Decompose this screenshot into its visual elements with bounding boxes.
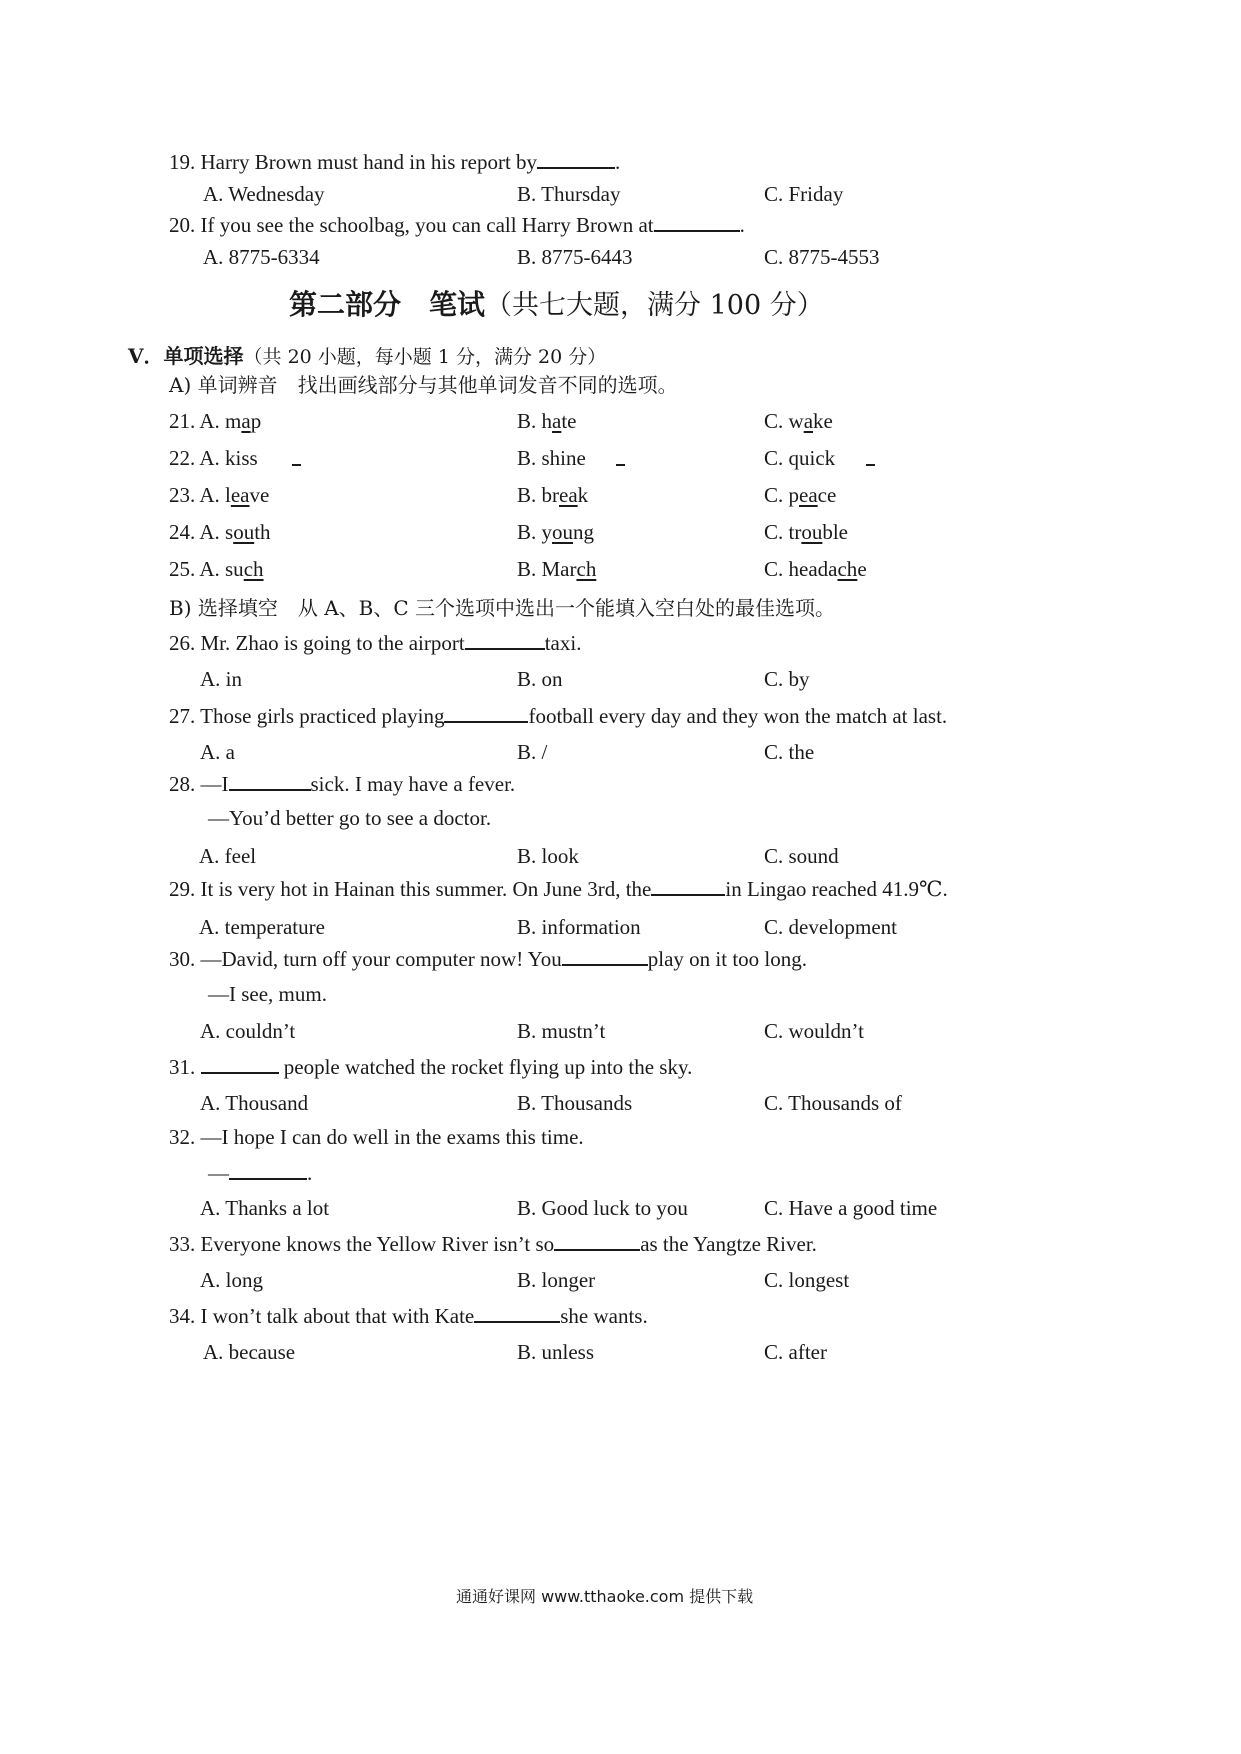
q23-option-b: B. break — [517, 483, 589, 507]
q32-reply: — . — [208, 1161, 313, 1185]
q26-option-c: C. by — [764, 667, 810, 691]
q30-option-c: C. wouldn’t — [764, 1019, 864, 1043]
section-five-heading: Ⅴ．单项选择（共 20 小题，每小题 1 分，满分 20 分） — [128, 344, 607, 368]
q27-option-b: B. / — [517, 740, 548, 764]
q22-option-b: B. shine — [517, 446, 586, 470]
q34-option-b: B. unless — [517, 1340, 595, 1364]
question-34-stem: 34. I won’t talk about that with Kate she wants. — [169, 1304, 648, 1328]
q20-option-b: B. 8775-6443 — [517, 245, 633, 269]
question-33-stem: 33. Everyone knows the Yellow River isn’t so as the Yangtze River. — [169, 1232, 817, 1256]
q19-option-c: C. Friday — [764, 182, 844, 206]
q22-option-a: 22. A. kiss — [169, 446, 258, 470]
q26-option-b: B. on — [517, 667, 563, 691]
q32-option-b: B. Good luck to you — [517, 1196, 688, 1220]
q24-option-a: 24. A. south — [169, 520, 271, 544]
sub-section-a-instruction: A) 单词辨音 找出画线部分与其他单词发音不同的选项。 — [169, 373, 678, 397]
q28-option-c: C. sound — [764, 844, 839, 868]
q33-option-a: A. long — [200, 1268, 263, 1292]
q30-option-a: A. couldn’t — [200, 1019, 296, 1043]
q22-c-underline-mark — [866, 464, 875, 466]
part-two-heading: 第二部分 笔试（共七大题，满分 100 分） — [289, 288, 824, 321]
q23-option-c: C. peace — [764, 483, 837, 507]
q32-option-a: A. Thanks a lot — [200, 1196, 330, 1220]
q23-option-a: 23. A. leave — [169, 483, 270, 507]
q22-a-underline-mark — [292, 464, 301, 466]
q22-b-underline-mark — [616, 464, 625, 466]
q21-option-c: C. wake — [764, 409, 833, 433]
q26-option-a: A. in — [200, 667, 242, 691]
question-19-stem: 19. Harry Brown must hand in his report by . — [169, 150, 621, 174]
q31-option-b: B. Thousands — [517, 1091, 633, 1115]
sub-section-b-instruction: B) 选择填空 从 A、B、C 三个选项中选出一个能填入空白处的最佳选项。 — [169, 596, 836, 620]
q28-option-a: A. feel — [199, 844, 257, 868]
q19-option-a: A. Wednesday — [203, 182, 325, 206]
q32-option-c: C. Have a good time — [764, 1196, 938, 1220]
q34-option-c: C. after — [764, 1340, 827, 1364]
question-32-stem: 32. —I hope I can do well in the exams this time. — [169, 1125, 584, 1149]
q29-option-c: C. development — [764, 915, 897, 939]
question-31-stem: 31. people watched the rocket flying up into the sky. — [169, 1055, 693, 1079]
q34-option-a: A. because — [203, 1340, 296, 1364]
q20-option-c: C. 8775-4553 — [764, 245, 880, 269]
q21-option-b: B. hate — [517, 409, 577, 433]
question-26-stem: 26. Mr. Zhao is going to the airport taxi. — [169, 631, 582, 655]
q25-option-b: B. March — [517, 557, 597, 581]
q22-option-c: C. quick — [764, 446, 836, 470]
q33-option-c: C. longest — [764, 1268, 850, 1292]
q31-option-a: A. Thousand — [200, 1091, 309, 1115]
q19-option-b: B. Thursday — [517, 182, 621, 206]
question-30-stem: 30. —David, turn off your computer now! You play on it too long. — [169, 947, 807, 971]
q29-option-a: A. temperature — [199, 915, 325, 939]
q20-option-a: A. 8775-6334 — [203, 245, 320, 269]
question-20-stem: 20. If you see the schoolbag, you can call Harry Brown at . — [169, 213, 745, 237]
q25-option-c: C. headache — [764, 557, 867, 581]
q30-reply: —I see, mum. — [208, 982, 327, 1006]
q28-option-b: B. look — [517, 844, 579, 868]
q27-option-a: A. a — [200, 740, 235, 764]
question-27-stem: 27. Those girls practiced playing football every day and they won the match at last. — [169, 704, 948, 728]
q33-option-b: B. longer — [517, 1268, 596, 1292]
q28-reply: —You’d better go to see a doctor. — [208, 806, 492, 830]
page-footer: 通通好课网 www.tthaoke.com 提供下载 — [456, 1587, 754, 1606]
q29-option-b: B. information — [517, 915, 641, 939]
q31-option-c: C. Thousands of — [764, 1091, 902, 1115]
q21-option-a: 21. A. map — [169, 409, 262, 433]
q27-option-c: C. the — [764, 740, 815, 764]
q25-option-a: 25. A. such — [169, 557, 264, 581]
q30-option-b: B. mustn’t — [517, 1019, 606, 1043]
q24-option-b: B. young — [517, 520, 595, 544]
question-28-stem: 28. —I sick. I may have a fever. — [169, 772, 516, 796]
question-29-stem: 29. It is very hot in Hainan this summer. On June 3rd, the in Lingao reached 41.9℃. — [169, 877, 948, 901]
q24-option-c: C. trouble — [764, 520, 848, 544]
